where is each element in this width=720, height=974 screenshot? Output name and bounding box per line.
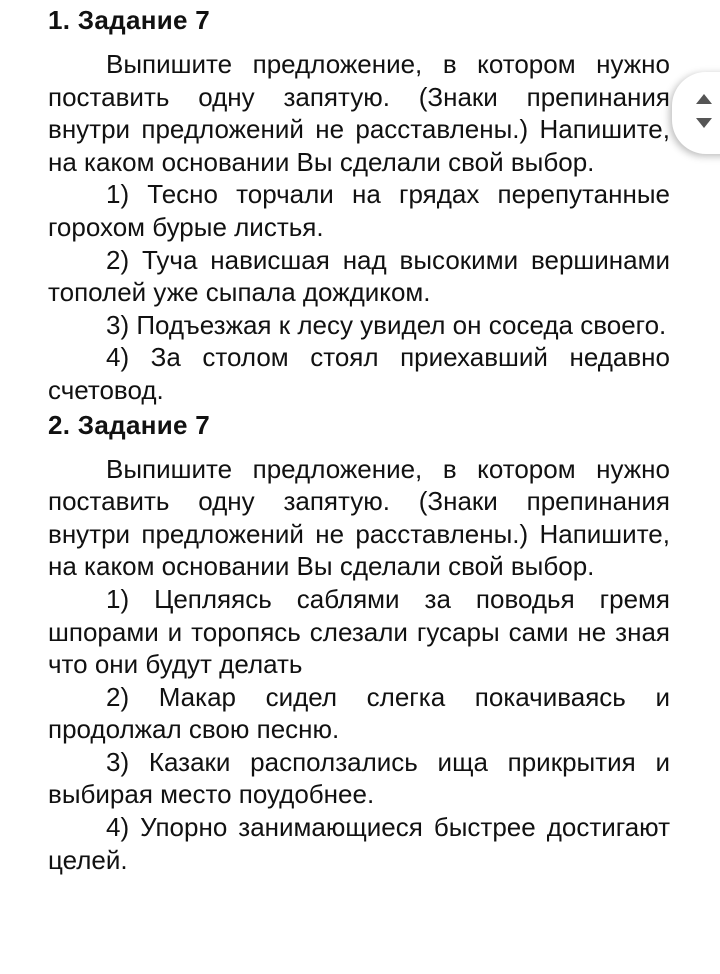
chevron-down-icon[interactable] (696, 118, 712, 128)
task-2-option-1: 1) Цепляясь саблями за поводья гремя шпорами и торопясь слезали гусары сами не зная что они будут делать (48, 583, 670, 680)
task-1 (48, 0, 670, 407)
chevron-up-icon[interactable] (696, 94, 712, 104)
task-2 (48, 409, 670, 877)
task-1-option-3: 3) Подъезжая к лесу увидел он соседа своего. (106, 309, 667, 340)
task-2-option-3: 3) Казаки расползались ища прикрытия и выбирая место поудобнее. (48, 746, 670, 810)
task-1-title: 1. Задание 7 (48, 5, 211, 35)
page-scroll-control[interactable] (672, 72, 720, 154)
document-body (48, 0, 670, 876)
task-2-option-4: 4) Упорно занимающиеся быстрее достигают целей. (48, 812, 670, 875)
task-2-title: 2. Задание 7 (48, 409, 211, 440)
task-1-option-2: 2) Туча нависшая над высокими вершинами тополей уже сыпала дождиком. (48, 244, 670, 308)
task-1-option-1: 1) Тесно торчали на грядах перепутанные горохом бурые листья. (48, 179, 670, 242)
task-2-instructions: Выпишите предложение, в котором нужно поставить одну запятую. (Знаки препинания внутри предложений не расставлены.) Напишите, на каком основании Вы сделали свой выбор. (48, 453, 670, 582)
task-2-option-2: 2) Макар сидел слегка покачиваясь и продолжал свою песню. (48, 681, 670, 745)
task-1-option-4: 4) За столом стоял приехавший недавно счетовод. (48, 342, 670, 405)
task-1-instructions: Выпишите предложение, в котором нужно поставить одну запятую. (Знаки препинания внутри предложений не расставлены.) Напишите, на каком основании Вы сделали свой выбор. (48, 49, 670, 177)
